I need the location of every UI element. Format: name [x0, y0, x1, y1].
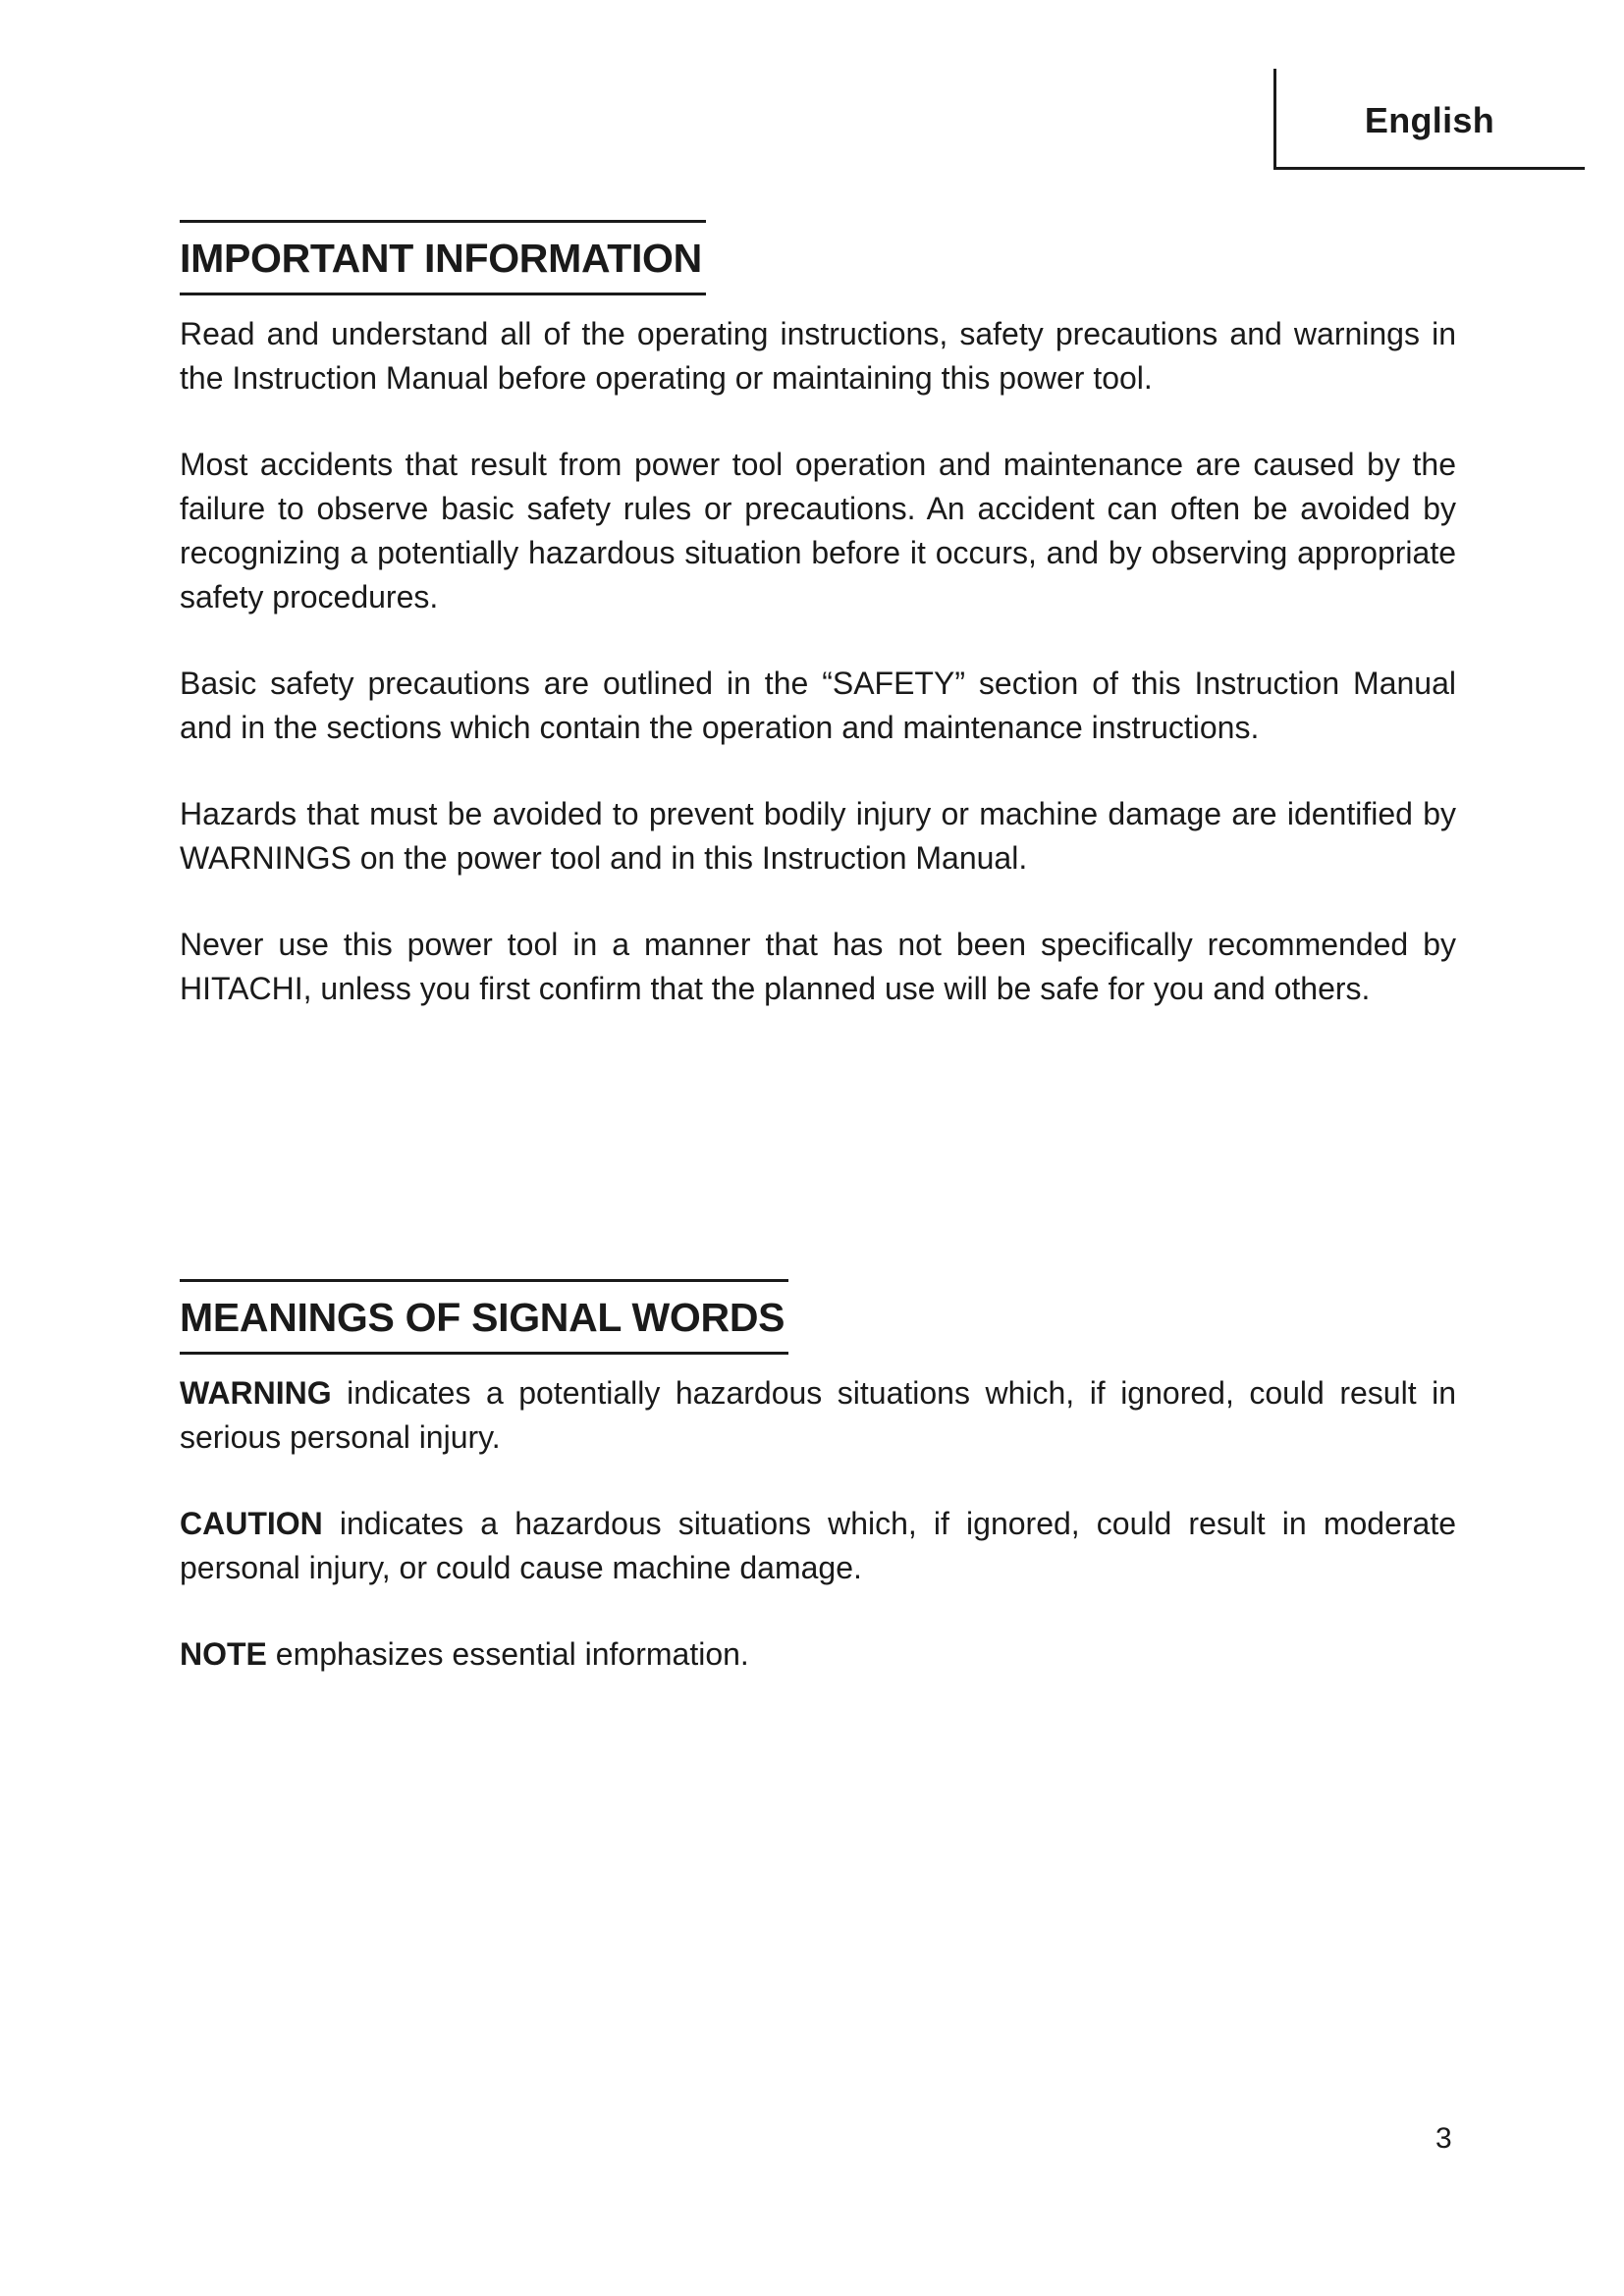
signal-words-section [180, 1279, 1456, 1677]
paragraph: Most accidents that result from power tool operation and maintenance are caused by the failure to observe basic safety rules or precautions. An accident can often be avoided by recognizing a potentially hazardous situation before it occurs, and by observing appropriate safety procedures. [180, 447, 1456, 614]
paragraph: Hazards that must be avoided to prevent bodily injury or machine damage are identified by WARNINGS on the power tool and in this Instruction Manual. [180, 796, 1456, 876]
paragraph: Basic safety precautions are outlined in the “SAFETY” section of this Instruction Manual and in the sections which contain the operation and maintenance instructions. [180, 666, 1456, 745]
caution-definition-text: indicates a hazardous situations which, if ignored, could result in moderate personal injury, or could cause machine damage. [180, 1506, 1456, 1585]
warning-definition [180, 1371, 1456, 1460]
page-number: 3 [1435, 2122, 1452, 2155]
warning-signal-word: WARNING [180, 1375, 332, 1411]
paragraph: Read and understand all of the operating instructions, safety precautions and warnings in the Instruction Manual before operating or maintaining this power tool. [180, 316, 1456, 396]
caution-signal-word: CAUTION [180, 1506, 323, 1541]
language-tab [1273, 69, 1585, 170]
note-definition-text: emphasizes essential information. [266, 1636, 749, 1672]
important-information-heading: IMPORTANT INFORMATION [180, 220, 706, 295]
paragraph: Never use this power tool in a manner that has not been specifically recommended by HITACHI, unless you first confirm that the planned use will be safe for you and others. [180, 927, 1456, 1006]
important-information-section [180, 220, 1456, 1011]
note-signal-word: NOTE [180, 1636, 267, 1672]
warning-definition-text: indicates a potentially hazardous situations which, if ignored, could result in serious personal injury. [180, 1375, 1456, 1455]
caution-definition [180, 1502, 1456, 1590]
note-definition [180, 1632, 1456, 1677]
language-label: English [1364, 100, 1494, 140]
signal-words-heading: MEANINGS OF SIGNAL WORDS [180, 1279, 788, 1355]
